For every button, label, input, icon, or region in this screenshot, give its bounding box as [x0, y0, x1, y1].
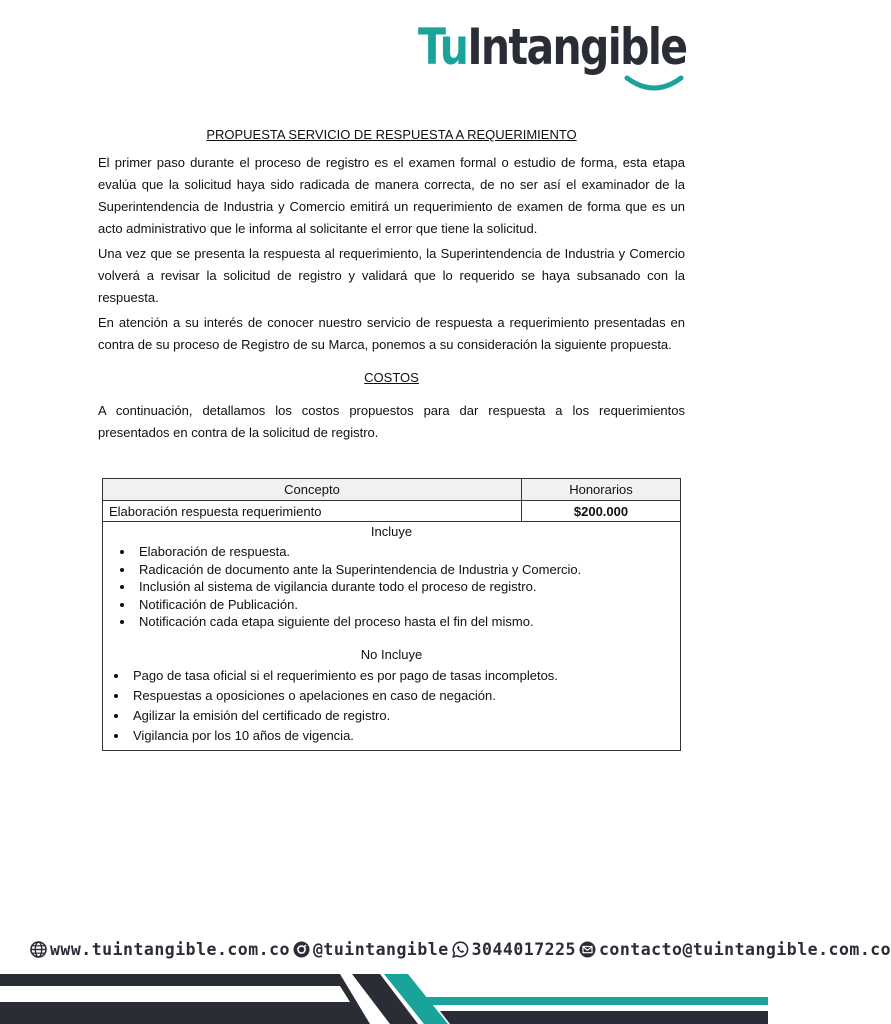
footer-decoration	[0, 964, 768, 1024]
teal-bar-right	[420, 997, 768, 1005]
logo-tu: Tu	[417, 18, 467, 76]
list-item: • Elaboración de respuesta.	[135, 543, 674, 561]
list-item: • Notificación de Publicación.	[135, 596, 674, 614]
website-link[interactable]	[30, 940, 290, 959]
instagram-link[interactable]	[293, 940, 449, 959]
whatsapp-icon	[452, 941, 469, 958]
costs-heading: COSTOS	[364, 370, 419, 385]
phone-link[interactable]	[452, 940, 576, 959]
includes-heading: Incluye	[370, 524, 413, 539]
globe-icon	[30, 941, 47, 958]
list-item: • Vigilancia por los 10 años de vigencia.	[129, 726, 674, 746]
document-body	[98, 127, 685, 462]
list-item: • Inclusión al sistema de vigilancia durante todo el proceso de registro.	[135, 578, 674, 596]
excludes-list	[109, 666, 674, 746]
logo-smile-icon	[623, 74, 685, 94]
fee-cell: $200.000	[522, 501, 681, 522]
costs-table	[102, 478, 681, 751]
email-link[interactable]	[579, 940, 891, 959]
list-item: • Radicación de documento ante la Superintendencia de Industria y Comercio.	[135, 561, 674, 579]
footer-contacts	[30, 936, 891, 962]
details-cell	[103, 522, 681, 751]
document-title: PROPUESTA SERVICIO DE RESPUESTA A REQUERIMIENTO	[206, 127, 577, 142]
includes-list	[109, 543, 674, 631]
list-item: • Agilizar la emisión del certificado de registro.	[129, 706, 674, 726]
excludes-heading: No Incluye	[360, 646, 423, 662]
list-item: • Notificación cada etapa siguiente del proceso hasta el fin del mismo.	[135, 613, 674, 631]
concept-cell: Elaboración respuesta requerimiento	[103, 501, 522, 522]
table-row	[103, 501, 681, 522]
details-row	[103, 522, 681, 751]
dark-bar-right	[440, 1011, 768, 1024]
paragraph-3: En atención a su interés de conocer nuestro servicio de respuesta a requerimiento presentadas en contra de su proceso de Registro de su Marca, ponemos a su consideración la siguiente propuesta.	[98, 315, 685, 352]
instagram-icon	[293, 941, 310, 958]
instagram-text: @tuintangible	[312, 939, 449, 959]
logo-intangible: Intangible	[466, 18, 686, 76]
table-header-row	[103, 479, 681, 501]
paragraph-2: Una vez que se presenta la respuesta al requerimiento, la Superintendencia de Industria y Comercio volverá a revisar la solicitud de registro y validará que lo requerido se haya subsanado con la respuesta.	[98, 246, 685, 305]
header-honorarios: Honorarios	[522, 479, 681, 501]
mail-icon	[579, 941, 596, 958]
email-text: contacto@tuintangible.com.co	[598, 939, 891, 959]
costs-intro: A continuación, detallamos los costos propuestos para dar respuesta a los requerimientos presentados en contra de la solicitud de registro.	[98, 403, 685, 440]
white-stripe-left	[0, 986, 350, 1002]
brand-logo	[417, 18, 686, 76]
website-text: www.tuintangible.com.co	[50, 939, 290, 959]
list-item: • Respuestas a oposiciones o apelaciones en caso de negación.	[129, 686, 674, 706]
list-item: • Pago de tasa oficial si el requerimiento es por pago de tasas incompletos.	[129, 666, 674, 686]
header-concepto: Concepto	[103, 479, 522, 501]
paragraph-1: El primer paso durante el proceso de registro es el examen formal o estudio de forma, esta etapa evalúa que la solicitud haya sido radicada de manera correcta, de no ser así el examinador de la Superintendencia de Industria y Comercio emitirá un requerimiento de examen de forma que es un acto administrativo que le informa al solicitante el error que tiene la solicitud.	[98, 155, 685, 236]
phone-text: 3044017225	[471, 939, 576, 959]
